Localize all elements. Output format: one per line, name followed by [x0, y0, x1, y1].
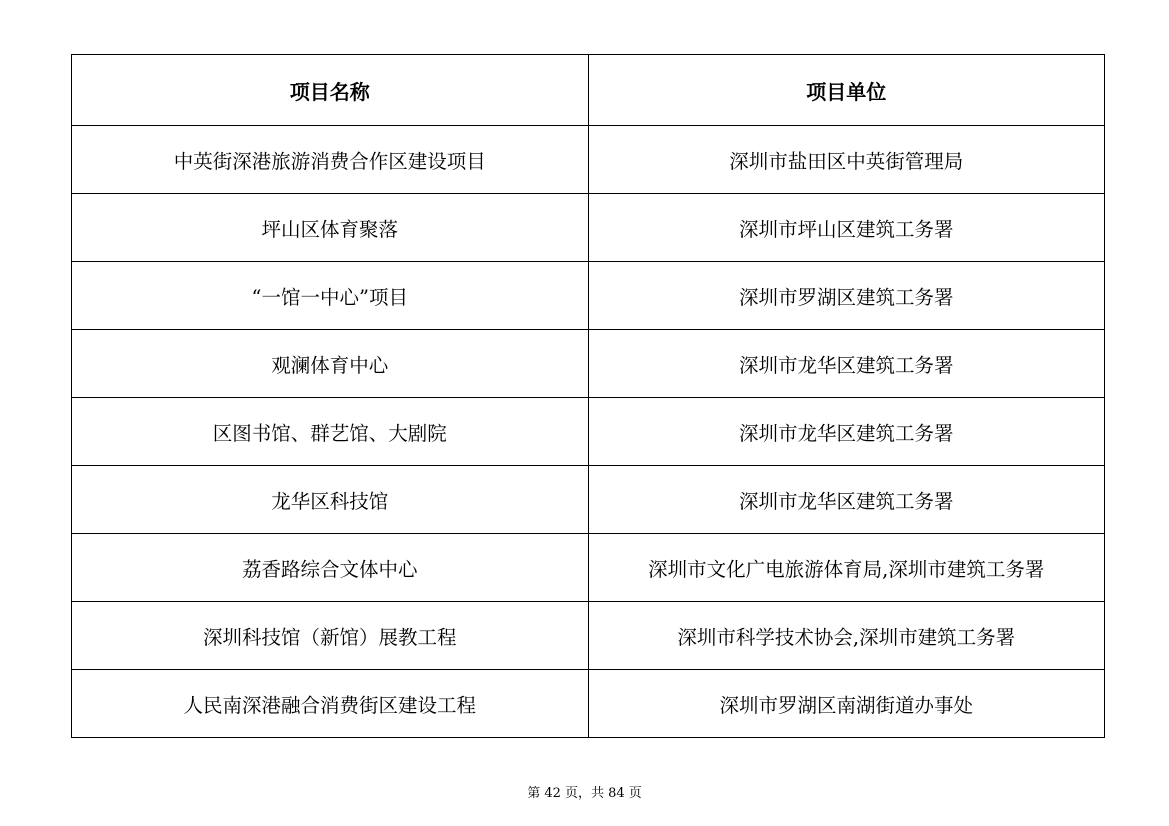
header-project-name: 项目名称	[72, 55, 589, 126]
cell-project-name: 中英街深港旅游消费合作区建设项目	[72, 126, 589, 194]
table-row	[72, 194, 1105, 262]
table-row	[72, 670, 1105, 738]
table-row	[72, 602, 1105, 670]
cell-project-unit: 深圳市盐田区中英街管理局	[588, 126, 1105, 194]
cell-project-unit: 深圳市罗湖区建筑工务署	[588, 262, 1105, 330]
table-row	[72, 398, 1105, 466]
cell-project-name: “一馆一中心”项目	[72, 262, 589, 330]
table-row	[72, 466, 1105, 534]
cell-project-unit: 深圳市罗湖区南湖街道办事处	[588, 670, 1105, 738]
cell-project-name: 荔香路综合文体中心	[72, 534, 589, 602]
cell-project-unit: 深圳市龙华区建筑工务署	[588, 330, 1105, 398]
cell-project-name: 区图书馆、群艺馆、大剧院	[72, 398, 589, 466]
page-number: 第 42 页，共 84 页	[527, 786, 642, 801]
table-row	[72, 330, 1105, 398]
cell-project-unit: 深圳市龙华区建筑工务署	[588, 466, 1105, 534]
cell-project-name: 人民南深港融合消费街区建设工程	[72, 670, 589, 738]
cell-project-name: 坪山区体育聚落	[72, 194, 589, 262]
cell-project-unit: 深圳市文化广电旅游体育局,深圳市建筑工务署	[588, 534, 1105, 602]
table-row	[72, 262, 1105, 330]
header-project-unit: 项目单位	[588, 55, 1105, 126]
project-table	[71, 54, 1105, 738]
cell-project-unit: 深圳市科学技术协会,深圳市建筑工务署	[588, 602, 1105, 670]
cell-project-name: 龙华区科技馆	[72, 466, 589, 534]
table-header-row	[72, 55, 1105, 126]
cell-project-unit: 深圳市坪山区建筑工务署	[588, 194, 1105, 262]
table-row	[72, 126, 1105, 194]
table-row	[72, 534, 1105, 602]
cell-project-unit: 深圳市龙华区建筑工务署	[588, 398, 1105, 466]
cell-project-name: 观澜体育中心	[72, 330, 589, 398]
cell-project-name: 深圳科技馆（新馆）展教工程	[72, 602, 589, 670]
